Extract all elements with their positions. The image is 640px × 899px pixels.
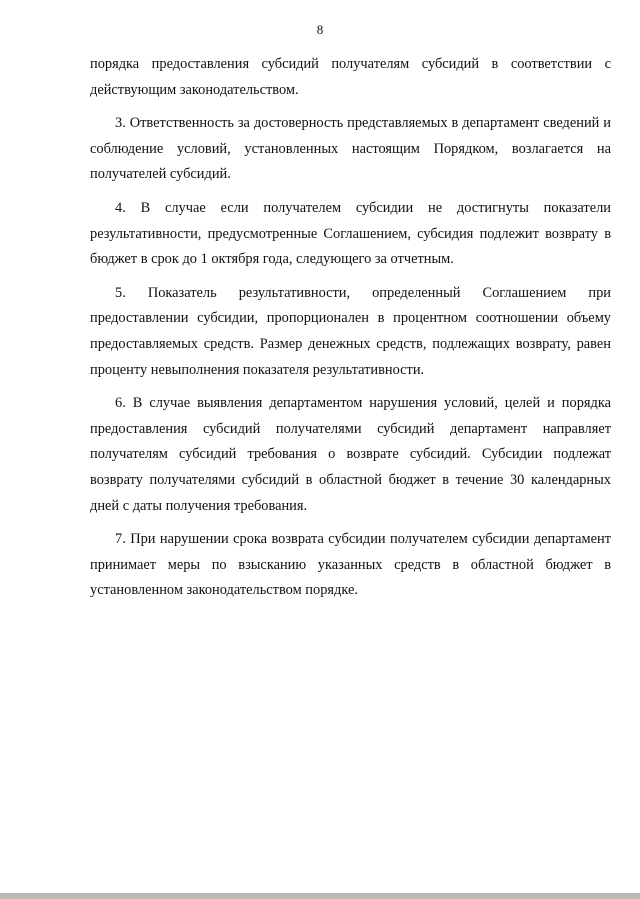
page-bottom-edge: [0, 893, 640, 899]
paragraph-3: 3. Ответственность за достоверность представляемых в департамент сведений и соблюдение условий, установленных настоящим Порядком, возлагается на получателей субсидий.: [90, 115, 611, 183]
document-body: [90, 52, 611, 612]
paragraph-6: 6. В случае выявления департаментом нарушения условий, целей и порядка предоставления субсидий получателями субсидий департамент направляет получателям субсидий требования о возврате субсидий. Субсидии подлежат возврату получателями субсидий в областной бюджет в течение 30 календарных дней с даты получения требования.: [90, 395, 611, 514]
page-number: 8: [316, 22, 324, 37]
paragraph-7: 7. При нарушении срока возврата субсидии получателем субсидии департамент принимает меры по взысканию указанных средств в областной бюджет в установленном законодательством порядке.: [90, 531, 611, 599]
paragraph-4: 4. В случае если получателем субсидии не достигнуты показатели результативности, предусмотренные Соглашением, субсидия подлежит возврату в бюджет в срок до 1 октября года, следующего за отчетным.: [90, 199, 611, 268]
paragraph-continuation: порядка предоставления субсидий получателям субсидий в соответствии с действующим законодательством.: [90, 56, 611, 98]
paragraph-5: 5. Показатель результативности, определенный Соглашением при предоставлении субсидии, пропорционален в процентном соотношении объему предоставляемых средств. Размер денежных средств, подлежащих возврату, равен проценту невыполнения показателя результативности.: [90, 284, 611, 378]
